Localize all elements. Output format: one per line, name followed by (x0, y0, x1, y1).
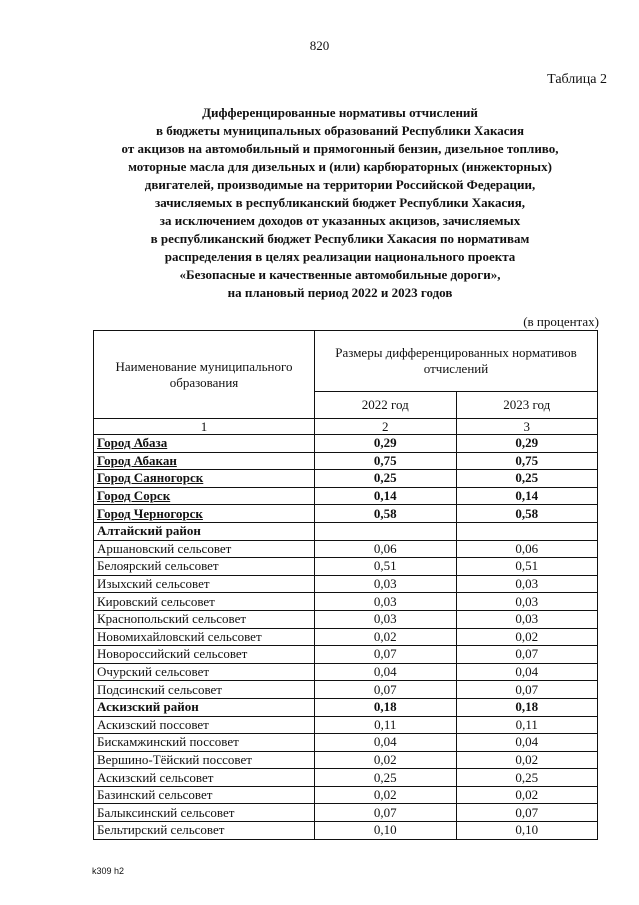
row-value-2022: 0,03 (315, 610, 457, 628)
row-value-2022: 0,07 (315, 681, 457, 699)
title-line: моторные масла для дизельных и (или) карбюраторных (инжекторных) (128, 159, 552, 174)
table-row (94, 822, 598, 840)
row-name: Подсинский сельсовет (94, 681, 315, 699)
table-row (94, 786, 598, 804)
row-value-2022: 0,14 (315, 487, 457, 505)
title-line: от акцизов на автомобильный и прямогонный бензин, дизельное топливо, (121, 141, 559, 156)
title-line: в бюджеты муниципальных образований Республики Хакасия (155, 123, 525, 138)
row-value-2023: 0,18 (456, 698, 598, 716)
table-row (94, 646, 598, 664)
row-name: Аскизский поссовет (94, 716, 315, 734)
row-value-2023: 0,07 (456, 804, 598, 822)
row-value-2022: 0,18 (315, 698, 457, 716)
table-row (94, 769, 598, 787)
row-name: Вершино-Тёйский поссовет (94, 751, 315, 769)
row-value-2022: 0,06 (315, 540, 457, 558)
row-value-2022: 0,58 (315, 505, 457, 523)
row-value-2022: 0,25 (315, 470, 457, 488)
row-value-2023: 0,03 (456, 610, 598, 628)
table-row (94, 804, 598, 822)
row-value-2023: 0,07 (456, 681, 598, 699)
row-value-2023: 0,06 (456, 540, 598, 558)
row-value-2022: 0,07 (315, 804, 457, 822)
row-value-2023: 0,58 (456, 505, 598, 523)
row-value-2022: 0,07 (315, 646, 457, 664)
row-value-2022: 0,11 (315, 716, 457, 734)
table-row (94, 663, 598, 681)
table-row (94, 610, 598, 628)
row-value-2023 (456, 522, 598, 540)
row-value-2023: 0,10 (456, 822, 598, 840)
row-value-2023: 0,03 (456, 593, 598, 611)
document-title (70, 104, 610, 302)
row-value-2023: 0,51 (456, 558, 598, 576)
table-row (94, 540, 598, 558)
table-row (94, 593, 598, 611)
row-value-2023: 0,04 (456, 734, 598, 752)
row-name: Кировский сельсовет (94, 593, 315, 611)
title-line: зачисляемых в республиканский бюджет Республики Хакасия, (154, 195, 526, 210)
row-name: Аскизский район (94, 698, 315, 716)
row-name: Белоярский сельсовет (94, 558, 315, 576)
row-name: Бискамжинский поссовет (94, 734, 315, 752)
table-row (94, 487, 598, 505)
row-value-2023: 0,03 (456, 575, 598, 593)
row-name: Очурский сельсовет (94, 663, 315, 681)
row-value-2023: 0,07 (456, 646, 598, 664)
title-line: на плановый период 2022 и 2023 годов (227, 285, 453, 300)
row-name: Город Сорск (94, 487, 315, 505)
row-value-2022: 0,03 (315, 575, 457, 593)
header-name: Наименование муниципального образования (94, 331, 315, 419)
row-value-2023: 0,25 (456, 769, 598, 787)
row-value-2023: 0,75 (456, 452, 598, 470)
row-name: Город Черногорск (94, 505, 315, 523)
row-name: Новороссийский сельсовет (94, 646, 315, 664)
header-year-2023: 2023 год (456, 392, 598, 419)
row-name: Город Абаза (94, 435, 315, 453)
row-value-2022: 0,75 (315, 452, 457, 470)
row-name: Изыхский сельсовет (94, 575, 315, 593)
row-value-2023: 0,11 (456, 716, 598, 734)
row-value-2022: 0,04 (315, 663, 457, 681)
row-name: Аршановский сельсовет (94, 540, 315, 558)
col-number-1: 1 (94, 419, 315, 435)
row-value-2023: 0,25 (456, 470, 598, 488)
row-name: Город Саяногорск (94, 470, 315, 488)
row-value-2023: 0,14 (456, 487, 598, 505)
table-row (94, 452, 598, 470)
table-row (94, 698, 598, 716)
row-value-2022: 0,02 (315, 751, 457, 769)
row-value-2022: 0,51 (315, 558, 457, 576)
page-number: 820 (309, 38, 330, 53)
row-name: Бельтирский сельсовет (94, 822, 315, 840)
table-row (94, 628, 598, 646)
row-name: Город Абакан (94, 452, 315, 470)
row-name: Аскизский сельсовет (94, 769, 315, 787)
table-row (94, 681, 598, 699)
row-value-2022: 0,02 (315, 628, 457, 646)
table-row (94, 751, 598, 769)
title-line: распределения в целях реализации национального проекта (164, 249, 516, 264)
row-value-2022: 0,02 (315, 786, 457, 804)
table-row (94, 470, 598, 488)
row-name: Алтайский район (94, 522, 315, 540)
row-value-2022: 0,03 (315, 593, 457, 611)
col-number-2: 2 (315, 419, 457, 435)
row-value-2022: 0,04 (315, 734, 457, 752)
title-line: в республиканский бюджет Республики Хакасия по нормативам (150, 231, 530, 246)
unit-note: (в процентах) (523, 314, 599, 329)
footer-code: k309 h2 (92, 866, 125, 876)
header-sizes: Размеры дифференцированных нормативов отчислений (315, 331, 598, 392)
title-line: Дифференцированные нормативы отчислений (202, 105, 478, 120)
row-value-2023: 0,02 (456, 628, 598, 646)
row-name: Балыксинский сельсовет (94, 804, 315, 822)
title-line: за исключением доходов от указанных акцизов, зачисляемых (159, 213, 521, 228)
row-value-2023: 0,04 (456, 663, 598, 681)
row-value-2023: 0,29 (456, 435, 598, 453)
col-number-3: 3 (456, 419, 598, 435)
row-value-2022 (315, 522, 457, 540)
table-row (94, 558, 598, 576)
norms-table (93, 330, 598, 840)
table-row (94, 575, 598, 593)
title-line: двигателей, производимые на территории Российской Федерации, (144, 177, 536, 192)
row-name: Базинский сельсовет (94, 786, 315, 804)
row-value-2022: 0,29 (315, 435, 457, 453)
row-value-2022: 0,25 (315, 769, 457, 787)
table-row (94, 716, 598, 734)
row-value-2023: 0,02 (456, 751, 598, 769)
table-row (94, 734, 598, 752)
row-value-2022: 0,10 (315, 822, 457, 840)
title-line: «Безопасные и качественные автомобильные дороги», (179, 267, 501, 282)
row-name: Краснопольский сельсовет (94, 610, 315, 628)
table-row (94, 505, 598, 523)
row-value-2023: 0,02 (456, 786, 598, 804)
table-row (94, 435, 598, 453)
header-year-2022: 2022 год (315, 392, 457, 419)
table-label: Таблица 2 (547, 72, 607, 87)
row-name: Новомихайловский сельсовет (94, 628, 315, 646)
table-row (94, 522, 598, 540)
